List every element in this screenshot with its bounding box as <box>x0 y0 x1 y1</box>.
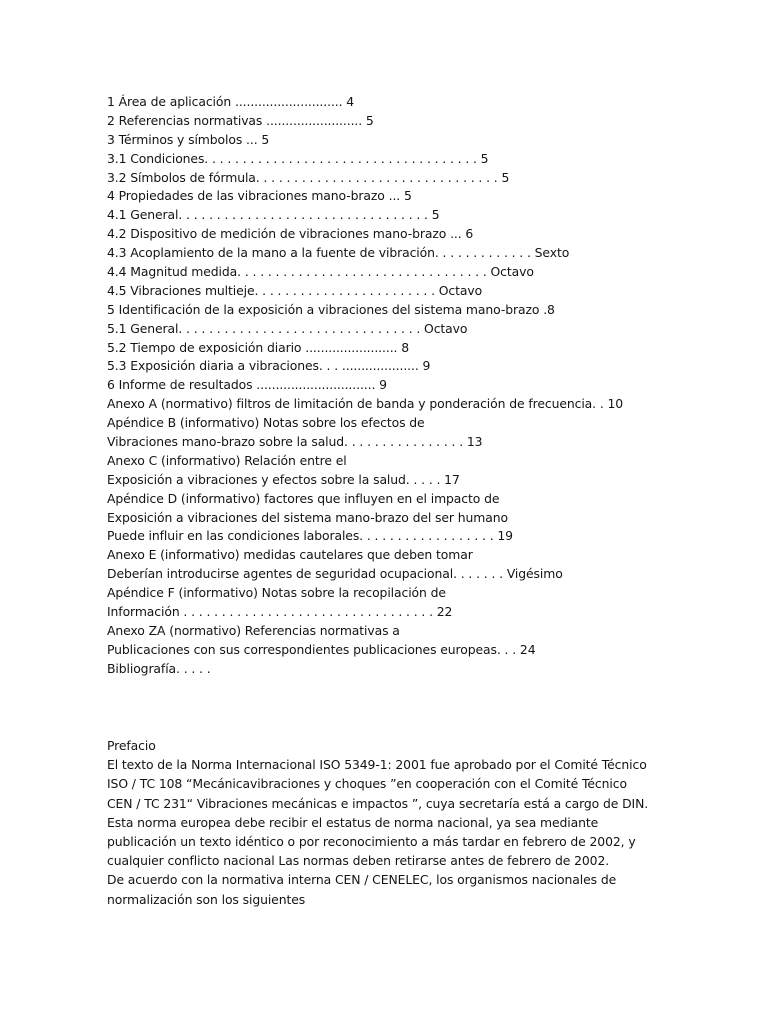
toc-entry: Anexo E (informativo) medidas cautelares que deben tomar <box>107 547 473 563</box>
toc-entry: Anexo ZA (normativo) Referencias normativas a <box>107 622 400 638</box>
preface-line: cualquier conflicto nacional Las normas deben retirarse antes de febrero de 2002. <box>107 853 610 869</box>
toc-entry: 4.1 General. . . . . . . . . . . . . . . . . . . . . . . . . . . . . . . . . 5 <box>107 207 440 223</box>
toc-entry: 4.5 Vibraciones multieje. . . . . . . . . . . . . . . . . . . . . . . . Octavo <box>107 282 483 298</box>
toc-entry: 4.4 Magnitud medida. . . . . . . . . . . . . . . . . . . . . . . . . . . . . . . . . Octavo <box>107 264 534 280</box>
toc-entry: Exposición a vibraciones y efectos sobre la salud. . . . . 17 <box>107 471 460 487</box>
preface-line: publicación un texto idéntico o por reconocimiento a más tardar en febrero de 2002, y <box>107 833 636 849</box>
toc-entry: 3 Términos y símbolos ... 5 <box>107 131 270 147</box>
table-of-contents <box>107 93 747 679</box>
toc-entry: 4.3 Acoplamiento de la mano a la fuente de vibración. . . . . . . . . . . . . Sexto <box>107 245 570 261</box>
toc-entry: 4 Propiedades de las vibraciones mano-brazo ... 5 <box>107 188 412 204</box>
toc-entry: Anexo C (informativo) Relación entre el <box>107 452 347 468</box>
preface-line: De acuerdo con la normativa interna CEN / CENELEC, los organismos nacionales de <box>107 872 617 888</box>
toc-entry: 5.1 General. . . . . . . . . . . . . . . . . . . . . . . . . . . . . . . . Octavo <box>107 320 468 336</box>
toc-entry: Apéndice B (informativo) Notas sobre los efectos de <box>107 415 425 431</box>
toc-entry: 3.2 Símbolos de fórmula. . . . . . . . . . . . . . . . . . . . . . . . . . . . . . . . 5 <box>107 169 510 185</box>
toc-entry: 5.2 Tiempo de exposición diario ........................ 8 <box>107 339 409 355</box>
toc-entry: Exposición a vibraciones del sistema mano-brazo del ser humano <box>107 509 508 525</box>
preface-line: Esta norma europea debe recibir el estatus de norma nacional, ya sea mediante <box>107 814 599 830</box>
toc-entry: Apéndice D (informativo) factores que influyen en el impacto de <box>107 490 500 506</box>
toc-entry: Publicaciones con sus correspondientes publicaciones europeas. . . 24 <box>107 641 536 657</box>
preface-line: El texto de la Norma Internacional ISO 5349-1: 2001 fue aprobado por el Comité Técnico <box>107 757 647 773</box>
toc-entry: Deberían introducirse agentes de seguridad ocupacional. . . . . . . Vigésimo <box>107 566 563 582</box>
preface-line: ISO / TC 108 “Mecánicavibraciones y choques ”en cooperación con el Comité Técnico <box>107 776 627 792</box>
toc-entry: Anexo A (normativo) filtros de limitación de banda y ponderación de frecuencia. . 10 <box>107 396 624 412</box>
toc-entry: 2 Referencias normativas ......................... 5 <box>107 112 374 128</box>
toc-entry: Apéndice F (informativo) Notas sobre la recopilación de <box>107 585 446 601</box>
toc-entry: Información . . . . . . . . . . . . . . . . . . . . . . . . . . . . . . . . . 22 <box>107 604 453 620</box>
toc-entry: Vibraciones mano-brazo sobre la salud. . . . . . . . . . . . . . . . 13 <box>107 434 483 450</box>
preface-line: normalización son los siguientes <box>107 891 306 907</box>
toc-entry: 5 Identificación de la exposición a vibraciones del sistema mano-brazo .8 <box>107 301 555 317</box>
preface-line: CEN / TC 231“ Vibraciones mecánicas e impactos ”, cuya secretaría está a cargo de DIN. <box>107 795 649 811</box>
toc-entry: 5.3 Exposición diaria a vibraciones. . . .................... 9 <box>107 358 431 374</box>
toc-entry: Puede influir en las condiciones laborales. . . . . . . . . . . . . . . . . . 19 <box>107 528 513 544</box>
toc-entry: 1 Área de aplicación ............................ 4 <box>107 94 355 109</box>
preface-section <box>107 736 747 909</box>
toc-entry: 4.2 Dispositivo de medición de vibraciones mano-brazo ... 6 <box>107 226 474 242</box>
toc-entry: 6 Informe de resultados ............................... 9 <box>107 377 387 393</box>
toc-entry: Bibliografía. . . . . <box>107 660 211 676</box>
preface-heading: Prefacio <box>107 738 156 753</box>
toc-entry: 3.1 Condiciones. . . . . . . . . . . . . . . . . . . . . . . . . . . . . . . . . . . . 5 <box>107 150 489 166</box>
